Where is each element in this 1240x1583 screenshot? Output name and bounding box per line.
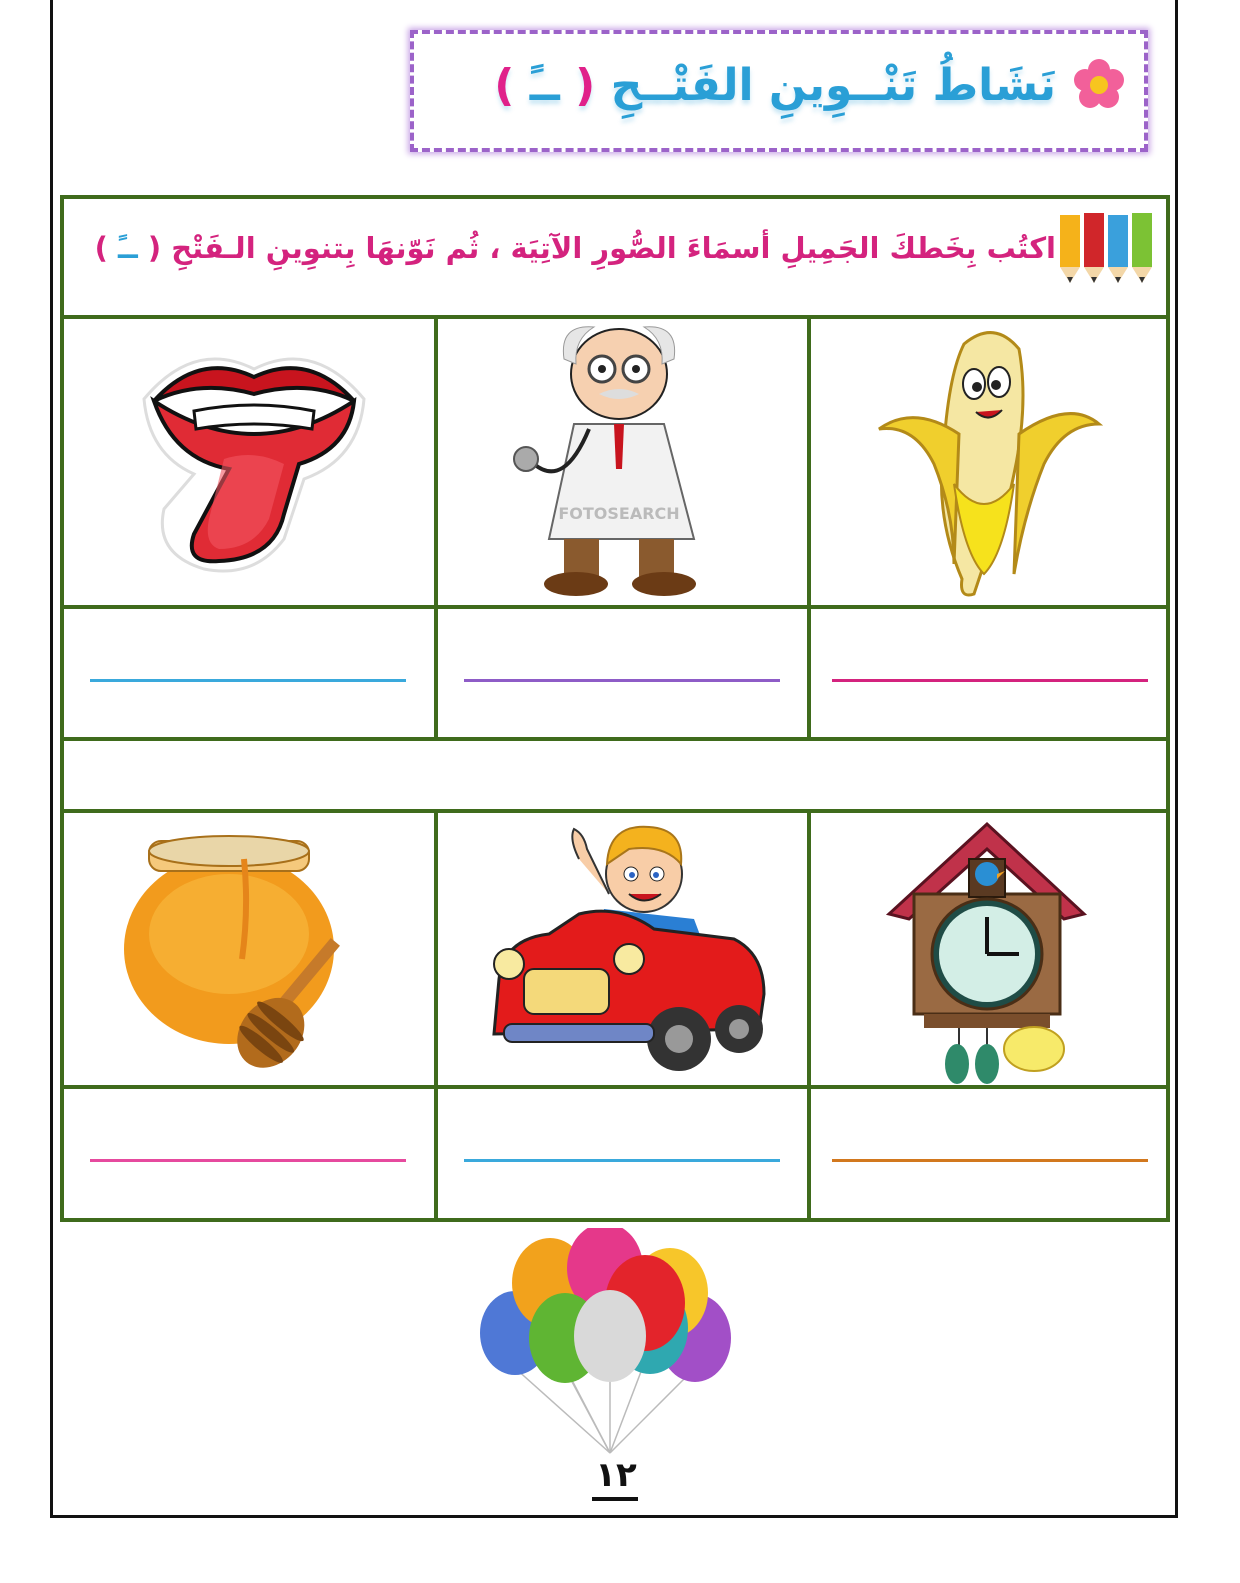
banana-icon	[874, 324, 1104, 604]
grid-line	[434, 315, 438, 741]
answer-line-1[interactable]	[832, 679, 1148, 682]
answer-line-4[interactable]	[832, 1159, 1148, 1162]
grid-line	[64, 1085, 1166, 1089]
pencils-icon	[1058, 211, 1156, 285]
title-tanween-mark: ــً	[529, 60, 560, 111]
flower-icon	[1072, 58, 1126, 112]
fotosearch-watermark: FOTOSEARCH	[558, 504, 680, 523]
honey-pot-icon	[124, 829, 379, 1074]
instruction-paren-close: )	[94, 231, 108, 265]
answer-line-6[interactable]	[90, 1159, 406, 1162]
answer-line-3[interactable]	[90, 679, 406, 682]
lips-tongue-icon	[134, 339, 374, 579]
grid-line	[64, 737, 1166, 741]
instruction-main: اكتُب بِخَطكَ الجَمِيلِ أسمَاءَ الصُّورِ الآتِيَة ، ثُم نَوّنهَا بِتنوِينِ الـفَتْحِ	[171, 231, 1056, 265]
grid-line	[64, 809, 1166, 813]
title-main: نَشَاطُ تَنْــوِينِ الفَتْــحِ	[610, 60, 1056, 111]
grid-line	[807, 315, 811, 741]
page-number-underline	[592, 1497, 638, 1501]
page-title	[494, 60, 1056, 111]
grid-line	[434, 809, 438, 1222]
instruction-text	[78, 231, 1056, 265]
balloons-icon	[470, 1228, 760, 1458]
grid-line	[807, 809, 811, 1222]
title-paren-close: )	[494, 60, 515, 111]
instruction-tanween-mark: ــً	[117, 231, 138, 265]
boy-in-car-icon	[479, 819, 769, 1084]
doctor-icon	[504, 319, 744, 604]
instruction-paren-open: (	[147, 231, 162, 265]
page-number: ١٢	[595, 1455, 637, 1495]
answer-line-2[interactable]	[464, 679, 780, 682]
title-paren-open: (	[575, 60, 596, 111]
answer-line-5[interactable]	[464, 1159, 780, 1162]
grid-line	[64, 605, 1166, 609]
worksheet-grid	[60, 195, 1170, 1222]
cuckoo-clock-icon	[879, 819, 1094, 1084]
title-box	[410, 30, 1148, 152]
